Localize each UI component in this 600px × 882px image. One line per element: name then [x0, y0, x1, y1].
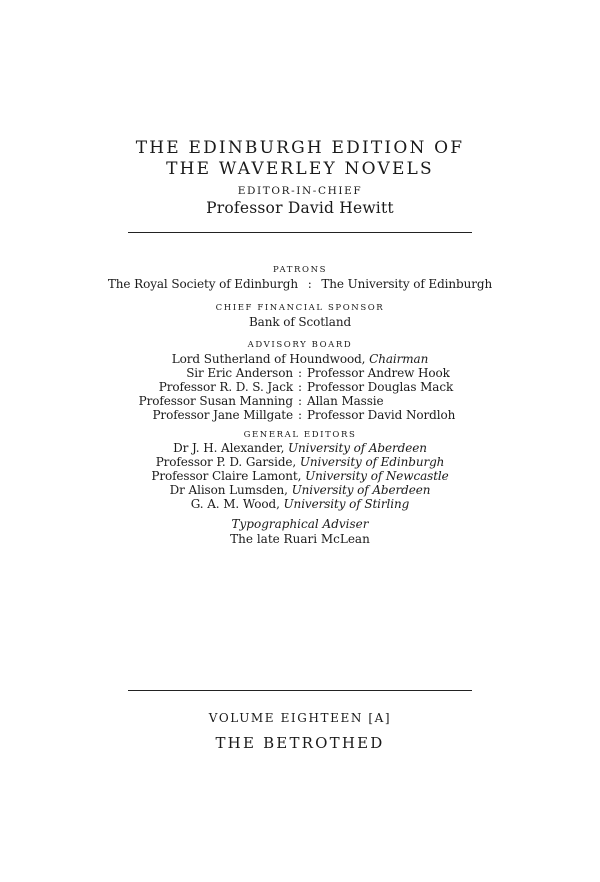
advisory-separator: : — [298, 366, 302, 380]
volume-label: VOLUME EIGHTEEN [A] — [208, 711, 392, 725]
editor-in-chief-label: EDITOR-IN-CHIEF — [237, 185, 363, 197]
series-title-line2: THE WAVERLEY NOVELS — [166, 159, 434, 179]
patron-separator: : — [307, 277, 312, 291]
general-editor — [0, 455, 600, 469]
chairman-role: Chairman — [369, 352, 429, 366]
editor-affiliation: University of Newcastle — [305, 469, 449, 483]
advisory-member-right: Allan Massie — [307, 394, 384, 408]
advisory-member-right: Professor Douglas Mack — [307, 380, 454, 394]
advisory-row — [0, 366, 600, 380]
patrons-label: PATRONS — [272, 265, 328, 275]
typographical-adviser-title: Typographical Adviser — [231, 517, 369, 531]
advisory-row — [0, 408, 600, 422]
editor-name: Dr Alison Lumsden, — [169, 483, 288, 497]
sponsor-label: CHIEF FINANCIAL SPONSOR — [215, 303, 385, 313]
general-editors-label: GENERAL EDITORS — [243, 430, 357, 440]
general-editor — [0, 483, 600, 497]
sponsor-name: Bank of Scotland — [248, 315, 352, 329]
patron-right: The University of Edinburgh — [321, 277, 493, 291]
editor-affiliation: University of Stirling — [283, 497, 410, 511]
general-editor — [0, 469, 600, 483]
general-editor — [0, 497, 600, 511]
advisory-member-right: Professor Andrew Hook — [307, 366, 450, 380]
general-editor — [0, 441, 600, 455]
advisory-separator: : — [298, 380, 302, 394]
novel-title: THE BETROTHED — [215, 734, 385, 752]
editor-name: Professor Claire Lamont, — [151, 469, 302, 483]
advisory-separator: : — [298, 394, 302, 408]
top-divider — [128, 232, 472, 233]
editor-affiliation: University of Aberdeen — [291, 483, 431, 497]
patron-left: The Royal Society of Edinburgh — [107, 277, 298, 291]
editor-name: Professor P. D. Garside, — [155, 455, 297, 469]
patrons-line — [0, 277, 600, 291]
editor-affiliation: University of Aberdeen — [288, 441, 427, 455]
advisory-member-left: Professor Susan Manning — [138, 394, 293, 408]
advisory-board-members — [0, 366, 600, 422]
advisory-row — [0, 394, 600, 408]
typographical-adviser-name: The late Ruari McLean — [230, 532, 370, 546]
series-title-line1: THE EDINBURGH EDITION OF — [135, 138, 465, 158]
advisory-member-left: Sir Eric Anderson — [186, 366, 293, 380]
advisory-member-left: Professor R. D. S. Jack — [158, 380, 293, 394]
advisory-member-left: Professor Jane Millgate — [152, 408, 293, 422]
advisory-row — [0, 380, 600, 394]
general-editors-list — [0, 441, 600, 511]
advisory-board-label: ADVISORY BOARD — [247, 340, 353, 350]
editor-name: G. A. M. Wood, — [190, 497, 280, 511]
editor-affiliation: University of Edinburgh — [299, 455, 445, 469]
advisory-separator: : — [298, 408, 302, 422]
editor-in-chief-name: Professor David Hewitt — [206, 199, 394, 217]
advisory-member-right: Professor David Nordloh — [307, 408, 456, 422]
advisory-board-chairman — [0, 352, 600, 366]
series-title — [0, 138, 600, 180]
bottom-divider — [128, 690, 472, 691]
chairman-name: Lord Sutherland of Houndwood, — [171, 352, 366, 366]
editor-name: Dr J. H. Alexander, — [173, 441, 285, 455]
